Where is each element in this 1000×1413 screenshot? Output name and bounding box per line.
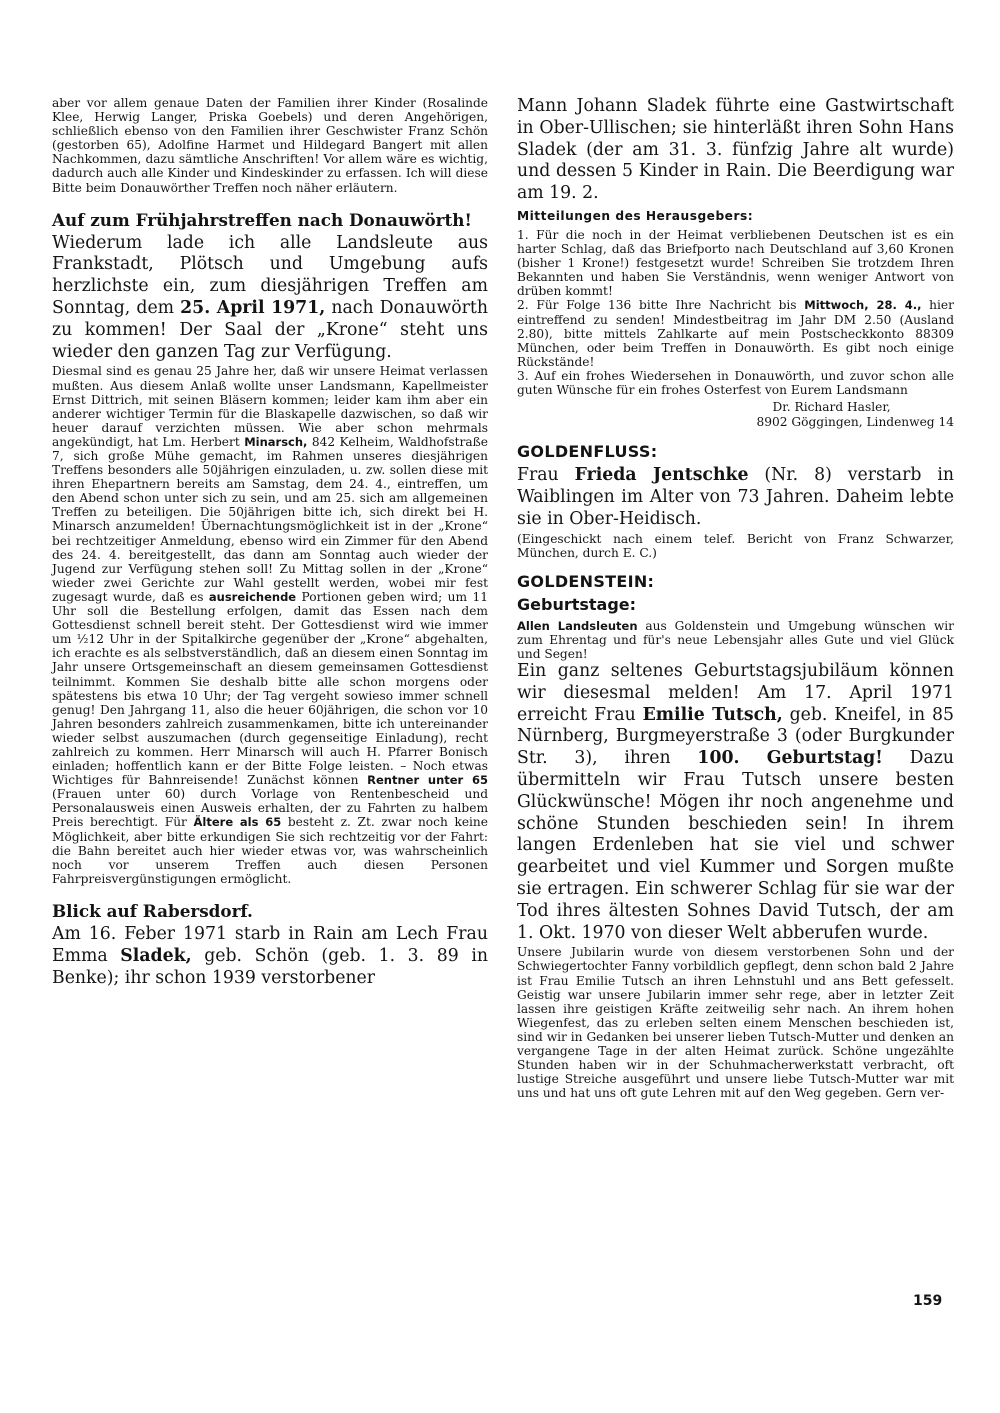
left-column — [52, 96, 488, 990]
keyword-ausreichende: ausreichende — [208, 589, 297, 604]
meeting-details-paragraph: Diesmal sind es genau 25 Jahre her, daß wir unsere Heimat verlassen mußten. Aus diesem Anlaß wollte unser Landsmann, Kapellmeister Ernst Dittrich, mit seinen Bläsern kommen; leider kam ihm aber ein anderer wichtiger Termin für die Blaskapelle dazwischen, so daß wir heuer darauf verzichten müssen. Wie aber schon mehrmals angekündigt, hat Lm. Herbert Minarsch, 842 Kelheim, Waldhofstraße 7, sich große Mühe gemacht, im Rahmen unseres diesjährigen Treffens besonders alle 50jährigen einzuladen, u. zw. sollen diese mit ihren Ehepartnern bereits am Samstag, dem 24. 4., eintreffen, um den Abend schon unter sich zu sein, und am 25. sich am allgemeinen Treffen zu beteiligen. Die 50jährigen bitte ich, sich direkt bei H. Minarsch anzumelden! Übernachtungsmöglichkeit ist in der „Krone“ bei rechtzeitiger Anmeldung, ebenso wird ein Zimmer für den Abend des 24. 4. bereitgestellt, das dann am Sonntag auch wieder der Jugend zur Verfügung stehen soll! Zu Mittag sollen in der „Krone“ wieder zwei Gerichte zur Wahl gestellt werden, wobei mir fest zugesagt wurde, daß es ausreichende Portionen geben wird; um 11 Uhr soll die Bestellung erfolgen, damit das Essen nach dem Gottesdienst schnell bereit steht. Der Gottesdienst wird wie immer um ½12 Uhr in der Spitalkirche gegenüber der „Krone“ abgehalten, ich erachte es als selbstverständlich, daß an diesem einen Sonntag im Jahr unsere Ortsgemeinschaft an diesem gemeinsamen Gottesdienst teilnimmt. Kommen Sie deshalb bitte alle schon morgens oder spätestens bis etwa 10 Uhr; der Tag vergeht sowieso immer schnell genug! Den Jahrgang 11, also die heuer 60jährigen, die schon vor 10 Jahren besonders zahlreich zusammenkamen, bitte ich untereinander wieder selbst auszumachen (durch gegenseitige Einladung), recht zahlreich zu kommen. Herr Minarsch will auch H. Pfarrer Bonisch einladen; hoffentlich kann er der Bitte Folge leisten. – Noch etwas Wichtiges für Bahnreisende! Zunächst können Rentner unter 65 (Frauen unter 60) durch Vorlage von Rentenbescheid und Personalausweis einen Ausweis erhalten, der zu Fahrten zu halbem Preis berechtigt. Für Ältere als 65 besteht z. Zt. zwar noch keine Möglichkeit, aber bitte erkundigen Sie sich rechtzeitig vor der Fahrt: die Bahn bereitet auch hier wieder etwas vor, was wahrscheinlich noch vor unserem Treffen auch diesen Personen Fahrpreisvergünstigungen ermöglicht. — [52, 364, 489, 886]
page-number: 159 — [913, 1293, 943, 1309]
intro-paragraph: aber vor allem genaue Daten der Familien ihrer Kinder (Rosalinde Klee, Herwig Langer, Priska Goebels) und deren Angehörigen, schließlich ebenso von den Familien ihrer Geschwister Franz Schön (gestorben 65), Adolfine Harmet und Hildegard Bangert mit allen Nachkommen, dazu sämtliche Anschriften! Vor allem wäre es wichtig, dadurch auch alle Kinder und Kindeskinder zu erfassen. Ich will diese Bitte beim Donauwörther Treffen noch näher erläutern. — [52, 96, 488, 195]
notice-2: 2. Für Folge 136 bitte Ihre Nachricht bis Mittwoch, 28. 4., hier eintreffend zu senden! Mindestbeitrag im Jahr DM 2.50 (Ausland 2.80), bitte mittels Zahlkarte auf mein Postscheckkonto 88309 München, oder beim Treffen in Donauwörth. Es gibt noch einige Rückstände! — [517, 298, 954, 369]
notice-1: 1. Für die noch in der Heimat verbliebenen Deutschen ist es ein harter Schlag, daß das Briefporto nach Deutschland auf 3,60 Kronen (bisher 1 Krone!) festgesetzt wurde! Schreiben Sie trotzdem Ihren Bekannten und haben Sie Verständnis, wenn weniger Antwort von drüben kommt! — [517, 227, 954, 299]
heading-rabersdorf: Blick auf Rabersdorf. — [52, 900, 253, 921]
tutsch-paragraph: Ein ganz seltenes Geburtstagsjubiläum können wir diesesmal melden! Am 17. April 1971 erreicht Frau Emilie Tutsch, geb. Kneifel, in 85 Nürnberg, Burgmeyerstraße 3 (oder Burgkunder Str. 3), ihren 100. Geburtstag! Dazu übermitteln wir Frau Tutsch unsere besten Glückwünsche! Mögen ihr noch angenehme und schöne Stunden beschieden sein! In ihrem langen Erdenleben hat sie viel und schwer gearbeitet und viel Kummer und Sorgen mußte sie ertragen. Ein schwerer Schlag für sie war der Tod ihres ältesten Sohnes David Tutsch, der am 1. Okt. 1970 von dieser Welt abberufen wurde. — [517, 660, 955, 943]
greeting-paragraph: Allen Landsleuten aus Goldenstein und Umgebung wünschen wir zum Ehrentag und für's neue Lebensjahr alles Gute und viel Glück und Segen! — [517, 618, 955, 661]
invitation-paragraph: Wiederum lade ich alle Landsleute aus Frankstadt, Plötsch und Umgebung aufs herzlichste ein, zum diesjährigen Treffen am Sonntag, dem 25. April 1971, nach Donauwörth zu kommen! Der Saal der „Krone“ steht uns wieder den ganzen Tag zur Verfügung. — [52, 232, 488, 362]
meeting-date: 25. April 1971, — [180, 298, 326, 319]
jentschke-paragraph: Frau Frieda Jentschke (Nr. 8) verstarb in Waiblingen im Alter von 73 Jahren. Daheim lebte sie in Ober-Heidisch. — [517, 465, 955, 529]
signature-address: 8902 Göggingen, Lindenweg 14 — [756, 415, 954, 430]
publisher-notices-heading: Mitteilungen des Herausgebers: — [517, 208, 754, 223]
rabersdorf-paragraph: Am 16. Feber 1971 starb in Rain am Lech Frau Emma Sladek, geb. Schön (geb. 1. 3. 89 in Benke); ihr schon 1939 verstorbener — [52, 923, 488, 988]
keyword-aeltere: Ältere als 65 — [193, 815, 282, 830]
sladek-continuation: Mann Johann Sladek führte eine Gastwirtschaft in Ober-Ullischen; sie hinterläßt ihren Sohn Hans Sladek (der am 31. 3. fünfzig Jahre alt wurde) und dessen 5 Kinder in Rain. Die Beerdigung war am 19. 2. — [517, 96, 954, 204]
right-column — [517, 96, 954, 1100]
notice-3: 3. Auf ein frohes Wiedersehen in Donauwörth, und zuvor schon alle guten Wünsche für ein frohes Osterfest von Eurem Landsmann — [517, 368, 954, 398]
keyword-rentner: Rentner unter 65 — [367, 773, 488, 788]
signature-block — [517, 400, 954, 430]
section-goldenfluss: GOLDENFLUSS: — [517, 442, 658, 462]
signature-name: Dr. Richard Hasler, — [772, 400, 891, 415]
subsection-birthdays: Geburtstage: — [517, 594, 637, 614]
source-note: (Eingeschickt nach einem telef. Bericht von Franz Schwarzer, München, durch E. C.) — [517, 531, 954, 560]
keyword-minarsch: Minarsch, — [244, 434, 308, 449]
jubilarin-paragraph: Unsere Jubilarin wurde von diesem verstorbenen Sohn und der Schwiegertochter Fanny vorbildlich gepflegt, denn schon bald 2 Jahre ist Frau Emilie Tutsch an ihren Lehnstuhl und ans Bett gefesselt. Geistig war unsere Jubilarin immer sehr rege, aber in letzter Zeit lassen ihre geistigen Kräfte zeitweilig sehr nach. An ihrem hohen Wiegenfest, das zu erleben selten einem Menschen beschieden ist, sind wir in Gedanken bei unserer lieben Tutsch-Mutter und denken an vergangene Tage in der alten Heimat zurück. Schöne ungezählte Stunden haben wir in der Schuhmacherwerkstatt verbracht, oft lustige Streiche ausgeführt und unsere liebe Tutsch-Mutter war mit uns und hat uns oft gute Lehren mit auf den Weg gegeben. Gern ver- — [517, 945, 954, 1101]
heading-spring-meeting: Auf zum Frühjahrstreffen nach Donauwörth! — [52, 209, 472, 230]
section-goldenstein: GOLDENSTEIN: — [517, 571, 655, 591]
